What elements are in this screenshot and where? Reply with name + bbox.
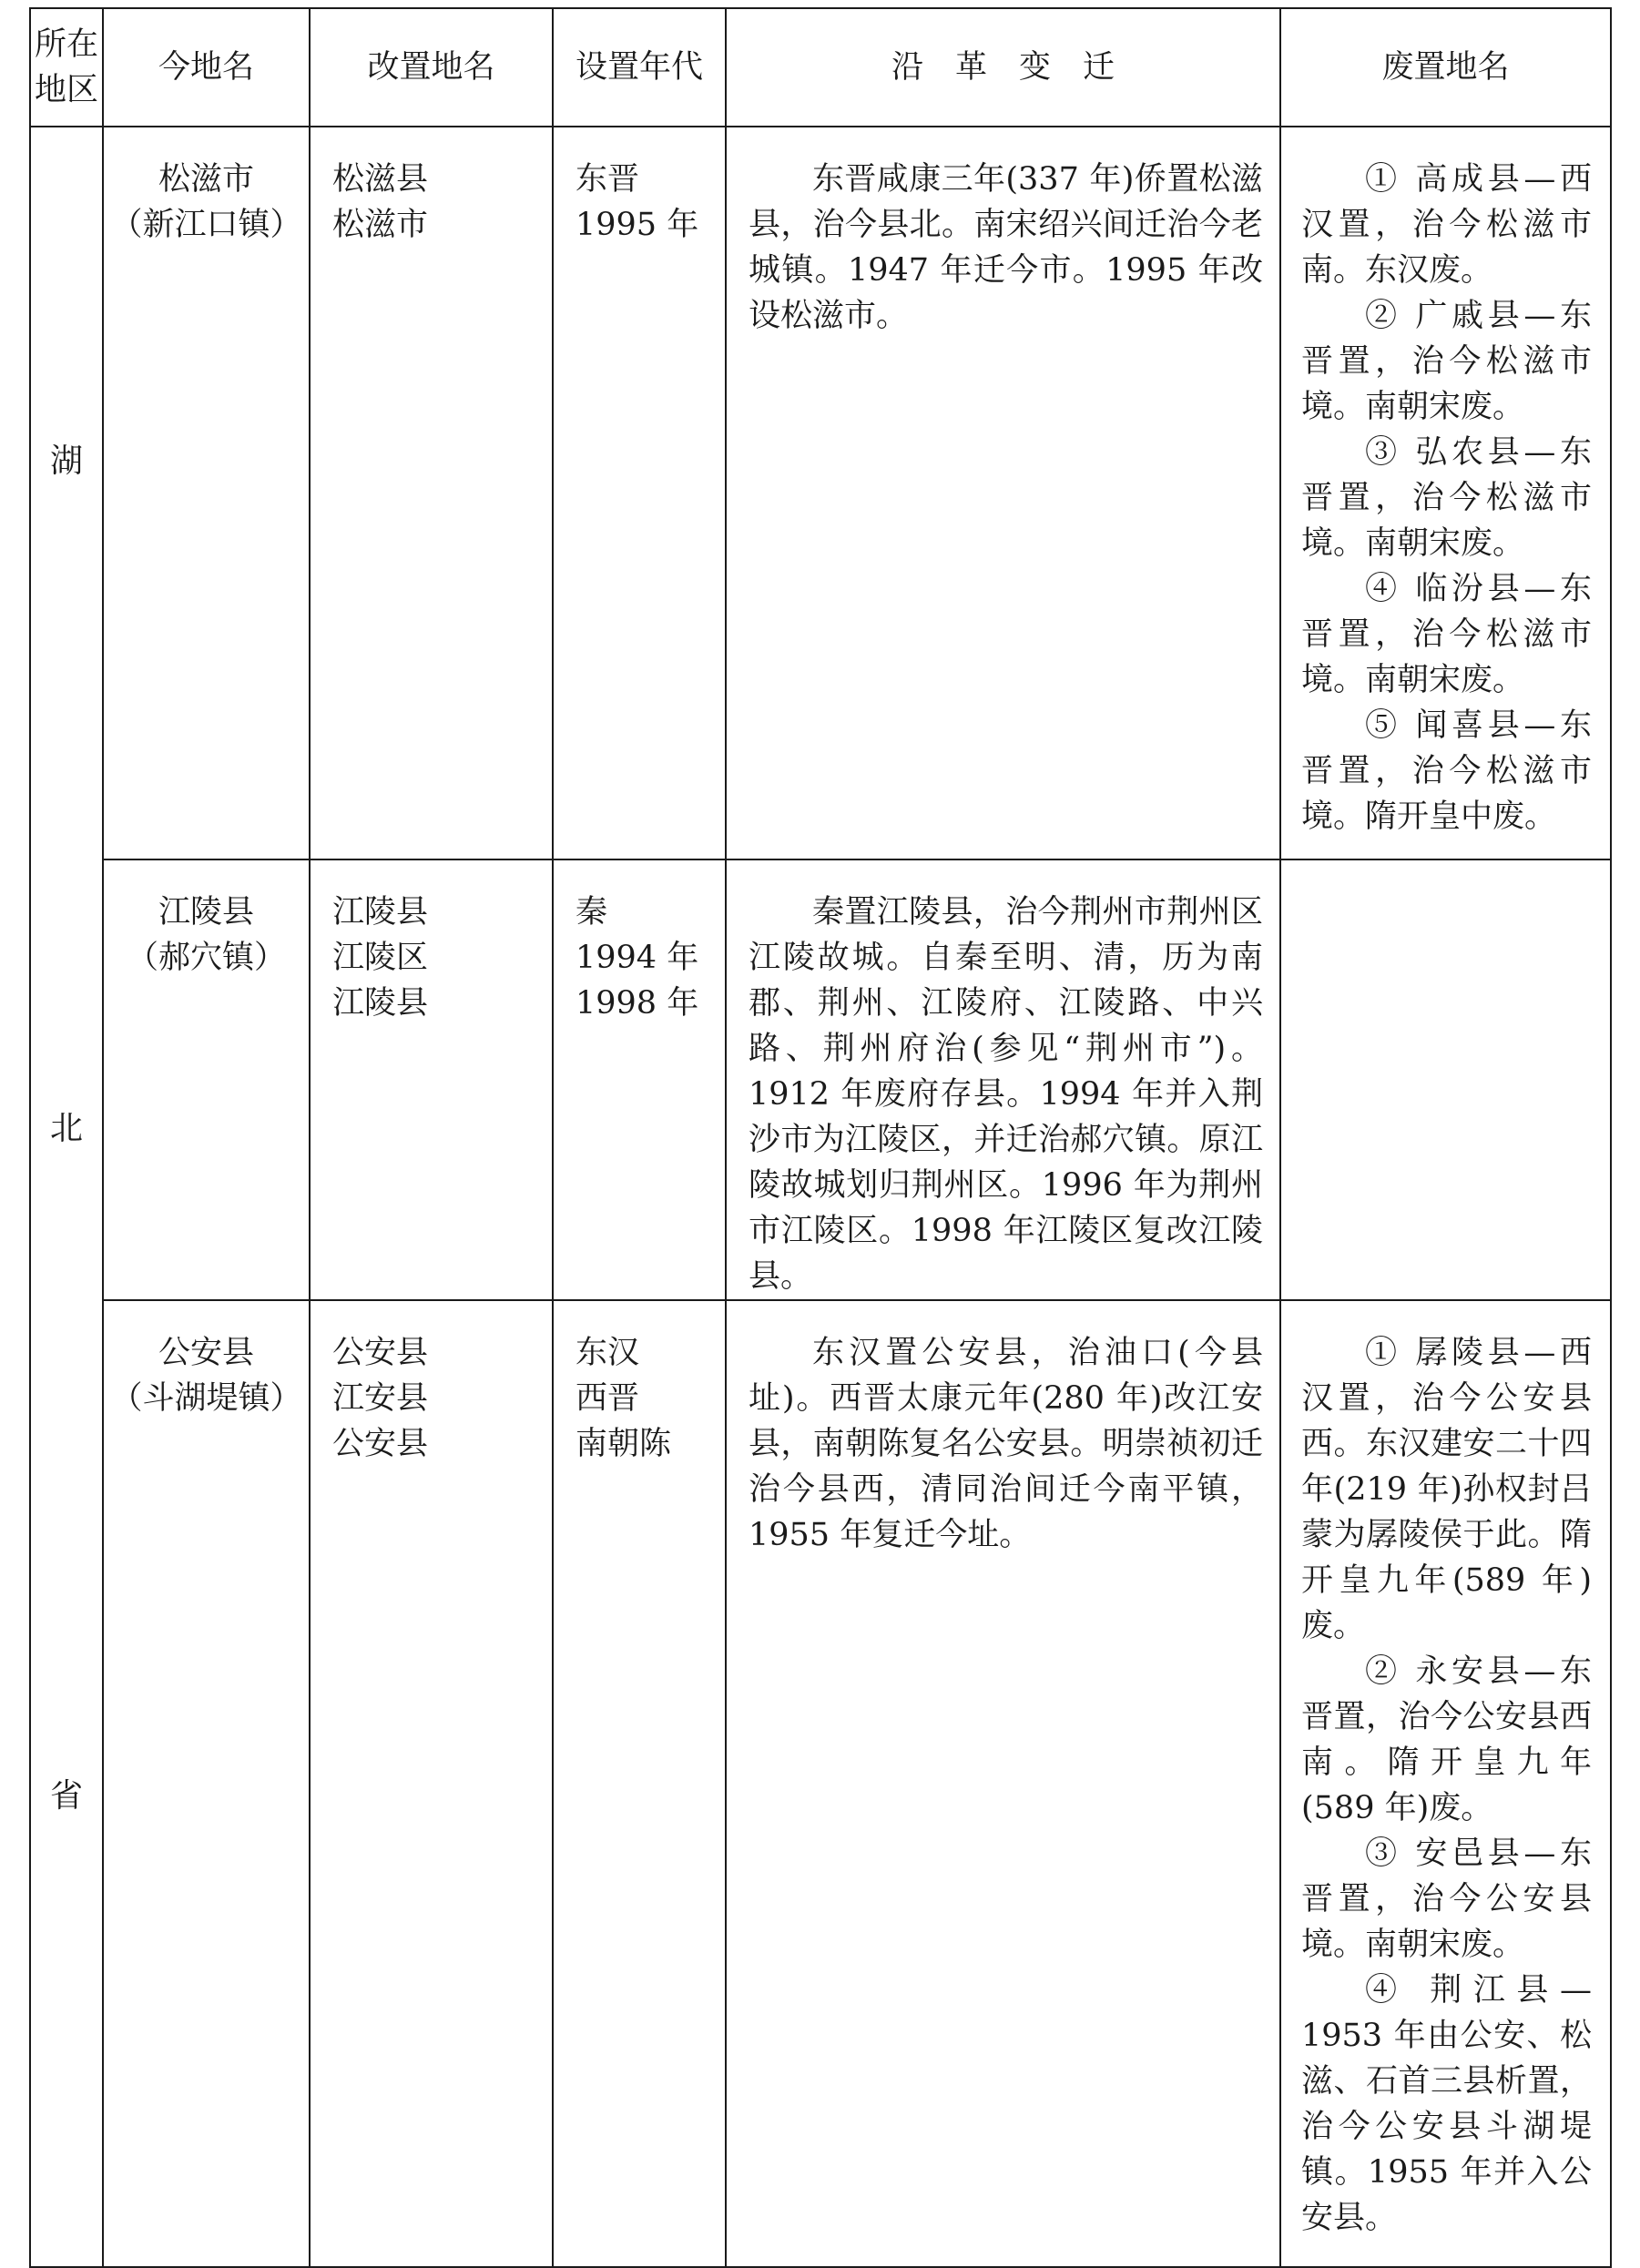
region-char: 北 <box>49 1109 83 1147</box>
current-seat: （新江口镇） <box>110 207 302 243</box>
header-abolished: 废置地名 <box>1280 8 1611 127</box>
abolished-cell <box>1280 859 1611 1300</box>
region-cell <box>30 127 103 2267</box>
changed-name: 公安县 <box>332 1335 429 1371</box>
current-name: 公安县 <box>158 1335 254 1371</box>
abolished-entry: ③ 弘农县—东晋置，治今松滋市境。南朝宋废。 <box>1301 434 1592 562</box>
era: 东汉 <box>576 1335 640 1371</box>
era: 秦 <box>576 894 608 931</box>
header-region-line-1: 所在 <box>35 26 99 63</box>
era: 1998 年 <box>576 985 699 1022</box>
changed-name: 公安县 <box>332 1426 429 1462</box>
abolished-entry: ③ 安邑县—东晋置，治今公安县境。南朝宋废。 <box>1301 1836 1592 1963</box>
changed-name: 松滋县 <box>332 161 429 198</box>
era: 东晋 <box>576 161 640 198</box>
changed-names-cell <box>310 859 553 1300</box>
header-history: 沿 革 变 迁 <box>726 8 1280 127</box>
header-region <box>30 8 103 127</box>
abolished-entry: ② 广戚县—东晋置，治今松滋市境。南朝宋废。 <box>1301 298 1592 425</box>
header-changed-names: 改置地名 <box>310 8 553 127</box>
established-cell <box>553 1300 726 2267</box>
established-cell <box>553 127 726 859</box>
era: 南朝陈 <box>576 1426 672 1462</box>
changed-names-cell <box>310 1300 553 2267</box>
abolished-entry: ④ 荆江县—1953 年由公安、松滋、石首三县析置，治今公安县斗湖堤镇。1955 年并入公安县。 <box>1301 1972 1592 2236</box>
current-name-cell <box>103 859 310 1300</box>
changed-name: 江陵县 <box>332 985 429 1022</box>
abolished-entry: ① 高成县—西汉置，治今松滋市南。东汉废。 <box>1301 161 1592 289</box>
changed-name: 松滋市 <box>332 207 429 243</box>
current-name-cell <box>103 127 310 859</box>
history-cell <box>726 859 1280 1300</box>
abolished-entry: ⑤ 闻喜县—东晋置，治今松滋市境。隋开皇中废。 <box>1301 707 1592 835</box>
abolished-entry: ① 孱陵县—西汉置，治今公安县西。东汉建安二十四年(219 年)孙权封吕蒙为孱陵侯于此。隋开皇九年(589 年)废。 <box>1301 1335 1592 1644</box>
changed-names-cell <box>310 127 553 859</box>
era: 1994 年 <box>576 940 699 976</box>
header-row <box>30 8 1611 127</box>
history-text: 东汉置公安县，治油口(今县址)。西晋太康元年(280 年)改江安县，南朝陈复名公安县。明崇祯初迁治今县西，清同治间迁今南平镇，1955 年复迁今址。 <box>749 1335 1263 1553</box>
changed-name: 江陵区 <box>332 940 429 976</box>
abolished-entry: ④ 临汾县—东晋置，治今松滋市境。南朝宋废。 <box>1301 571 1592 698</box>
history-cell <box>726 1300 1280 2267</box>
changed-name: 江陵县 <box>332 894 429 931</box>
era: 西晋 <box>576 1380 640 1417</box>
era: 1995 年 <box>576 207 699 243</box>
region-char: 湖 <box>49 442 83 480</box>
header-established: 设置年代 <box>553 8 726 127</box>
abolished-cell <box>1280 1300 1611 2267</box>
header-region-line-2: 地区 <box>35 72 99 108</box>
gazetteer-table <box>29 7 1612 2268</box>
table-row <box>30 127 1611 859</box>
table-row <box>30 1300 1611 2267</box>
current-seat: （郝穴镇） <box>126 940 286 976</box>
abolished-entry: ② 永安县—东晋置，治今公安县西南。隋开皇九年(589 年)废。 <box>1301 1653 1592 1826</box>
history-cell <box>726 127 1280 859</box>
region-name <box>31 127 102 2131</box>
changed-name: 江安县 <box>332 1380 429 1417</box>
table-row <box>30 859 1611 1300</box>
history-text: 东晋咸康三年(337 年)侨置松滋县，治今县北。南宋绍兴间迁治今老城镇。1947 年迁今市。1995 年改设松滋市。 <box>749 161 1263 334</box>
header-current-name: 今地名 <box>103 8 310 127</box>
current-name: 江陵县 <box>158 894 254 931</box>
established-cell <box>553 859 726 1300</box>
abolished-cell <box>1280 127 1611 859</box>
current-seat: （斗湖堤镇） <box>110 1380 302 1417</box>
current-name-cell <box>103 1300 310 2267</box>
current-name: 松滋市 <box>158 161 254 198</box>
region-char: 省 <box>49 1777 83 1815</box>
history-text: 秦置江陵县，治今荆州市荆州区江陵故城。自秦至明、清，历为南郡、荆州、江陵府、江陵路、中兴路、荆州府治(参见“荆州市”)。1912 年废府存县。1994 年并入荆沙市为江陵区，并迁治郝穴镇。原江陵故城划归荆州区。1996 年为荆州市江陵区。1998 年江陵区复改江陵县。 <box>749 894 1263 1295</box>
